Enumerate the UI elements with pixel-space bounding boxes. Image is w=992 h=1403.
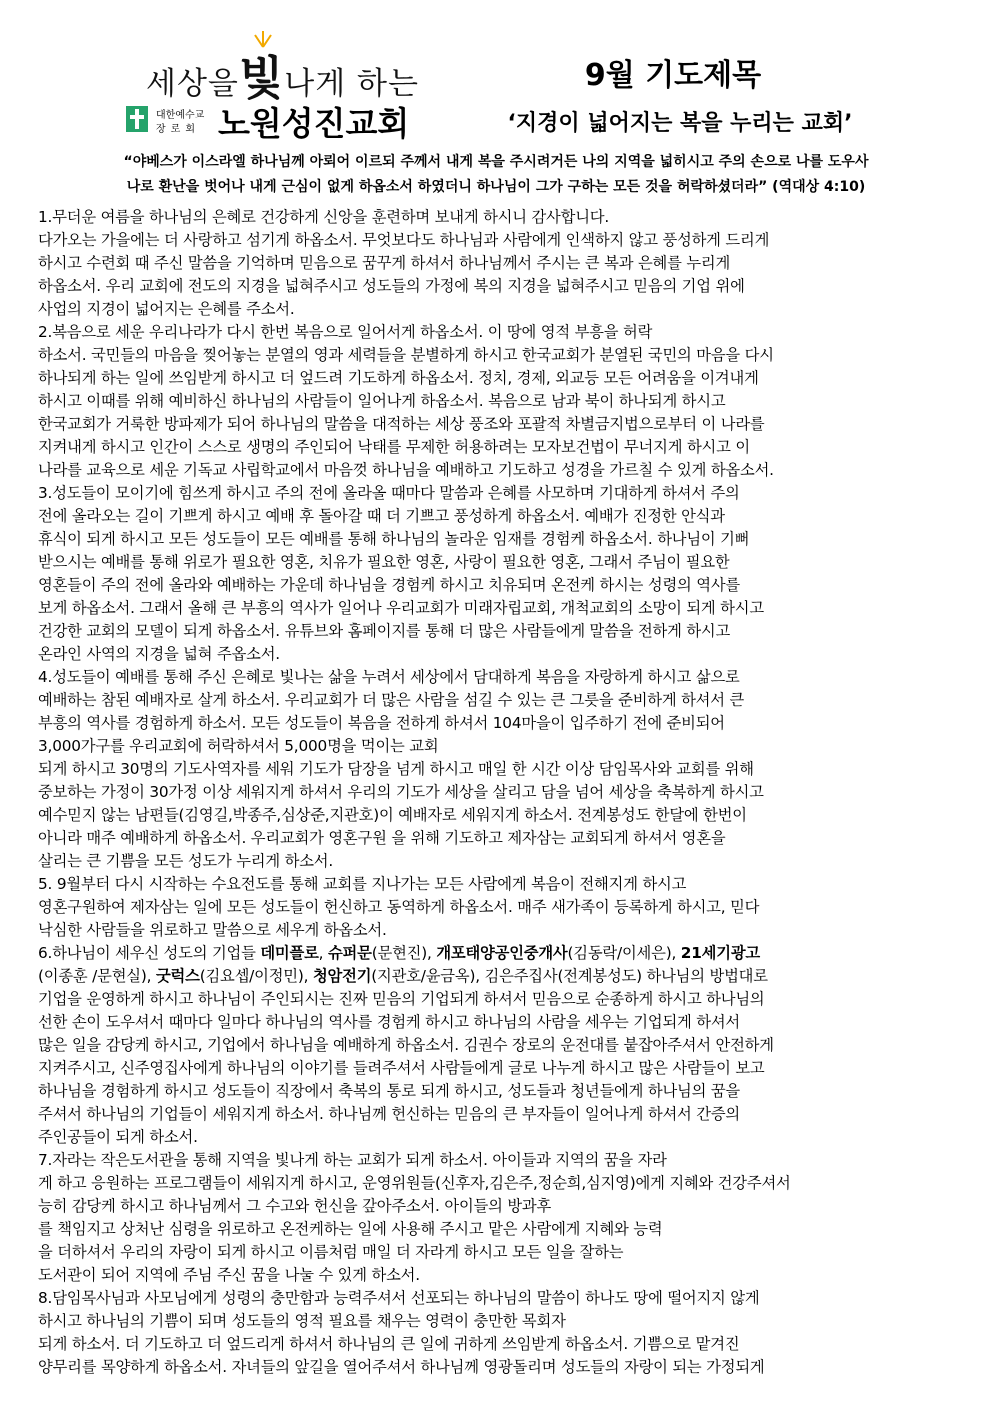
body-line: 사업의 지경이 넓어지는 은혜를 주소서. xyxy=(38,300,295,318)
body-line: 하소서. 국민들의 마음을 찢어놓는 분열의 영과 세력들을 분별하게 하시고 한국교회가 분열된 국민의 마음을 다시 xyxy=(38,346,774,364)
body-line: 주셔서 하나님의 기업들이 세워지게 하소서. 하나님께 헌신하는 믿음의 큰 부자들이 일어나게 하셔서 간증의 xyxy=(38,1105,740,1123)
body-line: 휴식이 되게 하시고 모든 성도들이 모든 예배를 통해 하나님의 놀라운 임재를 경험케 하옵소서. 하나님이 기뻐 xyxy=(38,530,750,548)
body-line: 지켜주시고, 신주영집사에게 하나님의 이야기를 들려주셔서 사람들에게 글로 나누게 하시고 많은 사람들이 보고 xyxy=(38,1059,765,1077)
business-name: 데미플로 xyxy=(260,944,319,962)
body-line: 살리는 큰 기쁨을 모든 성도가 누리게 하소서. xyxy=(38,852,334,870)
business-name: 슈퍼문 xyxy=(327,944,372,962)
body-line: 부흥의 역사를 경험하게 하소서. 모든 성도들이 복음을 전하게 하셔서 104마을이 입주하기 전에 준비되어 xyxy=(38,714,725,732)
body-line: 중보하는 가정이 30가정 이상 세워지게 하셔서 우리의 기도가 세상을 살리고 담을 넘어 세상을 축복하게 하시고 xyxy=(38,783,764,801)
body-line: 6.하나님이 세우신 성도의 기업들 데미플로, 슈퍼문(문현진), 개포태양공인중개사(김동락/이세은), 21세기광고 xyxy=(38,944,760,962)
body-line: 영혼구원하여 제자삼는 일에 모든 성도들이 헌신하고 동역하게 하옵소서. 매주 새가족이 등록하게 하시고, 믿다 xyxy=(38,898,760,916)
body-line: 주인공들이 되게 하소서. xyxy=(38,1128,198,1146)
body-line: 되게 하소서. 더 기도하고 더 엎드리게 하셔서 하나님의 큰 일에 귀하게 쓰임받게 하옵소서. 기쁨으로 맡겨진 xyxy=(38,1335,740,1353)
denomination-label: 대한예수교 xyxy=(156,110,205,121)
body-line: 를 책임지고 상처난 심령을 위로하고 온전케하는 일에 사용해 주시고 맡은 사람에게 지혜와 능력 xyxy=(38,1220,663,1238)
body-line: 지켜내게 하시고 인간이 스스로 생명의 주인되어 낙태를 무제한 허용하려는 모자보건법이 무너지게 하시고 이 xyxy=(38,438,750,456)
scripture-verse xyxy=(40,150,952,200)
body-line: 3,000가구를 우리교회에 허락하셔서 5,000명을 먹이는 교회 xyxy=(38,737,439,755)
body-line: 4.성도들이 예배를 통해 주신 은혜로 빛나는 삶을 누려서 세상에서 담대하게 복음을 자랑하게 하시고 삶으로 xyxy=(38,668,740,686)
body-line: 하나되게 하는 일에 쓰임받게 하시고 더 엎드려 기도하게 하옵소서. 정치, 경제, 외교등 모든 어려움을 이겨내게 xyxy=(38,369,759,387)
body-line: 아니라 매주 예배하게 하옵소서. 우리교회가 영혼구원 을 위해 기도하고 제자삼는 교회되게 하셔서 영혼을 xyxy=(38,829,726,847)
body-line: 기업을 운영하게 하시고 하나님이 주인되시는 진짜 믿음의 기업되게 하셔서 믿음으로 순종하게 하시고 하나님의 xyxy=(38,990,765,1008)
body-line: 하나님을 경험하게 하시고 성도들이 직장에서 축복의 통로 되게 하시고, 성도들과 청년들에게 하나님의 꿈을 xyxy=(38,1082,740,1100)
body-line: (이종훈 /문현실), 굿럭스(김요셉/이정민), 청암전기(지관호/윤금옥), 김은주집사(전계봉성도) 하나님의 방법대로 xyxy=(38,967,768,985)
body-line: 받으시는 예배를 통해 위로가 필요한 영혼, 치유가 필요한 영혼, 사랑이 필요한 영혼, 그래서 주님이 필요한 xyxy=(38,553,730,571)
body-line: 하옵소서. 우리 교회에 전도의 지경을 넓혀주시고 성도들의 가정에 복의 지경을 넓혀주시고 믿음의 기업 위에 xyxy=(38,277,745,295)
body-line: 보게 하옵소서. 그래서 올해 큰 부흥의 역사가 일어나 우리교회가 미래자립교회, 개척교회의 소망이 되게 하시고 xyxy=(38,599,764,617)
body-line: 많은 일을 감당케 하시고, 기업에서 하나님을 예배하게 하옵소서. 김권수 장로의 운전대를 붙잡아주셔서 안전하게 xyxy=(38,1036,774,1054)
body-line: 2.복음으로 세운 우리나라가 다시 한번 복음으로 일어서게 하옵소서. 이 땅에 영적 부흥을 허락 xyxy=(38,323,653,341)
body-line: 건강한 교회의 모델이 되게 하옵소서. 유튜브와 홈페이지를 통해 더 많은 사람들에게 말씀을 전하게 하시고 xyxy=(38,622,731,640)
cross-icon xyxy=(126,106,148,132)
body-line: 전에 올라오는 길이 기쁘게 하시고 예배 후 돌아갈 때 더 기쁘고 풍성하게 하옵소서. 예배가 진정한 안식과 xyxy=(38,507,725,525)
church-name: 노원성진교회 xyxy=(218,104,410,143)
page-title: 9월 기도제목 xyxy=(584,58,762,93)
body-line: 영혼들이 주의 전에 올라와 예배하는 가운데 하나님을 경험케 하시고 치유되며 온전케 하시는 성령의 역사를 xyxy=(38,576,740,594)
body-line: 한국교회가 거룩한 방파제가 되어 하나님의 말씀을 대적하는 세상 풍조와 포괄적 차별금지법으로부터 이 나라를 xyxy=(38,415,765,433)
body-line: 예배하는 참된 예배자로 살게 하소서. 우리교회가 더 많은 사람을 섬길 수 있는 큰 그릇을 준비하게 하셔서 큰 xyxy=(38,691,745,709)
verse-line-1: “야베스가 이스라엘 하나님께 아뢰어 이르되 주께서 내게 복을 주시려거든 나의 지역을 넓히시고 주의 손으로 나를 도우사 xyxy=(123,154,869,170)
business-name: 개포태양공인중개사 xyxy=(436,944,568,962)
body-line: 5. 9월부터 다시 시작하는 수요전도를 통해 교회를 지나가는 모든 사람에게 복음이 전해지게 하시고 xyxy=(38,875,687,893)
denomination-label-2: 장로회 xyxy=(156,124,200,135)
business-name: 청암전기 xyxy=(312,967,372,985)
body-line: 나라를 교육으로 세운 기독교 사립학교에서 마음껏 하나님을 예배하고 기도하고 성경을 가르칠 수 있게 하옵소서. xyxy=(38,461,774,479)
business-name: 21세기광고 xyxy=(680,944,760,962)
logo-slogan: 세상을빛나게 하는 xyxy=(146,51,419,105)
body-line: 낙심한 사람들을 위로하고 말씀으로 세우게 하옵소서. xyxy=(38,921,387,939)
body-line: 3.성도들이 모이기에 힘쓰게 하시고 주의 전에 올라올 때마다 말씀과 은혜를 사모하며 기대하게 하셔서 주의 xyxy=(38,484,740,502)
body-line: 8.담임목사님과 사모님에게 성령의 충만함과 능력주셔서 선포되는 하나님의 말씀이 하나도 땅에 떨어지지 않게 xyxy=(38,1289,760,1307)
body-line: 을 더하셔서 우리의 자랑이 되게 하시고 이름처럼 매일 더 자라게 하시고 모든 일을 잘하는 xyxy=(38,1243,624,1261)
body-line: 양무리를 목양하게 하옵소서. 자녀들의 앞길을 열어주셔서 하나님께 영광돌리며 성도들의 자랑이 되는 가정되게 xyxy=(38,1358,765,1376)
body-line: 7.자라는 작은도서관을 통해 지역을 빛나게 하는 교회가 되게 하소서. 아이들과 지역의 꿈을 자라 xyxy=(38,1151,667,1169)
body-line: 게 하고 응원하는 프로그램들이 세워지게 하시고, 운영위원들(신후자,김은주,정순희,심지영)에게 지혜와 건강주셔서 xyxy=(38,1174,791,1192)
body-line: 온라인 사역의 지경을 넓혀 주옵소서. xyxy=(38,645,280,663)
body-line: 하시고 이때를 위해 예비하신 하나님의 사람들이 일어나게 하옵소서. 복음으로 남과 북이 하나되게 하시고 xyxy=(38,392,726,410)
verse-line-2: 나로 환난을 벗어나 내게 근심이 없게 하옵소서 하였더니 하나님이 그가 구하는 모든 것을 허락하셨더라” (역대상 4:10) xyxy=(126,179,866,195)
page-subtitle: ‘지경이 넓어지는 복을 누리는 교회’ xyxy=(507,111,853,136)
body-line: 되게 하시고 30명의 기도사역자를 세워 기도가 담장을 넘게 하시고 매일 한 시간 이상 담임목사와 교회를 위해 xyxy=(38,760,754,778)
body-line: 하시고 하나님의 기쁨이 되며 성도들의 영적 필요를 채우는 영력이 충만한 목회자 xyxy=(38,1312,566,1330)
body-line: 도서관이 되어 지역에 주님 주신 꿈을 나눌 수 있게 하소서. xyxy=(38,1266,420,1284)
church-logo xyxy=(118,30,438,142)
prayer-list xyxy=(38,206,954,1379)
body-line: 다가오는 가을에는 더 사랑하고 섬기게 하옵소서. 무엇보다도 하나님과 사람에게 인색하지 않고 풍성하게 드리게 xyxy=(38,231,770,249)
body-line: 하시고 수련회 때 주신 말씀을 기억하며 믿음으로 꿈꾸게 하셔서 하나님께서 주시는 큰 복과 은혜를 누리게 xyxy=(38,254,731,272)
body-line: 선한 손이 도우셔서 때마다 일마다 하나님의 역사를 경험케 하시고 하나님의 사람을 세우는 기업되게 하셔서 xyxy=(38,1013,740,1031)
body-line: 능히 감당케 하시고 하나님께서 그 수고와 헌신을 갚아주소서. 아이들의 방과후 xyxy=(38,1197,552,1215)
body-line: 1.무더운 여름을 하나님의 은혜로 건강하게 신앙을 훈련하며 보내게 하시니 감사합니다. xyxy=(38,208,610,226)
business-name: 굿럭스 xyxy=(155,967,200,985)
page-header xyxy=(0,0,992,150)
body-line: 예수믿지 않는 남편들(김영길,박종주,심상준,지관호)이 예배자로 세워지게 하소서. 전계봉성도 한달에 한번이 xyxy=(38,806,747,824)
